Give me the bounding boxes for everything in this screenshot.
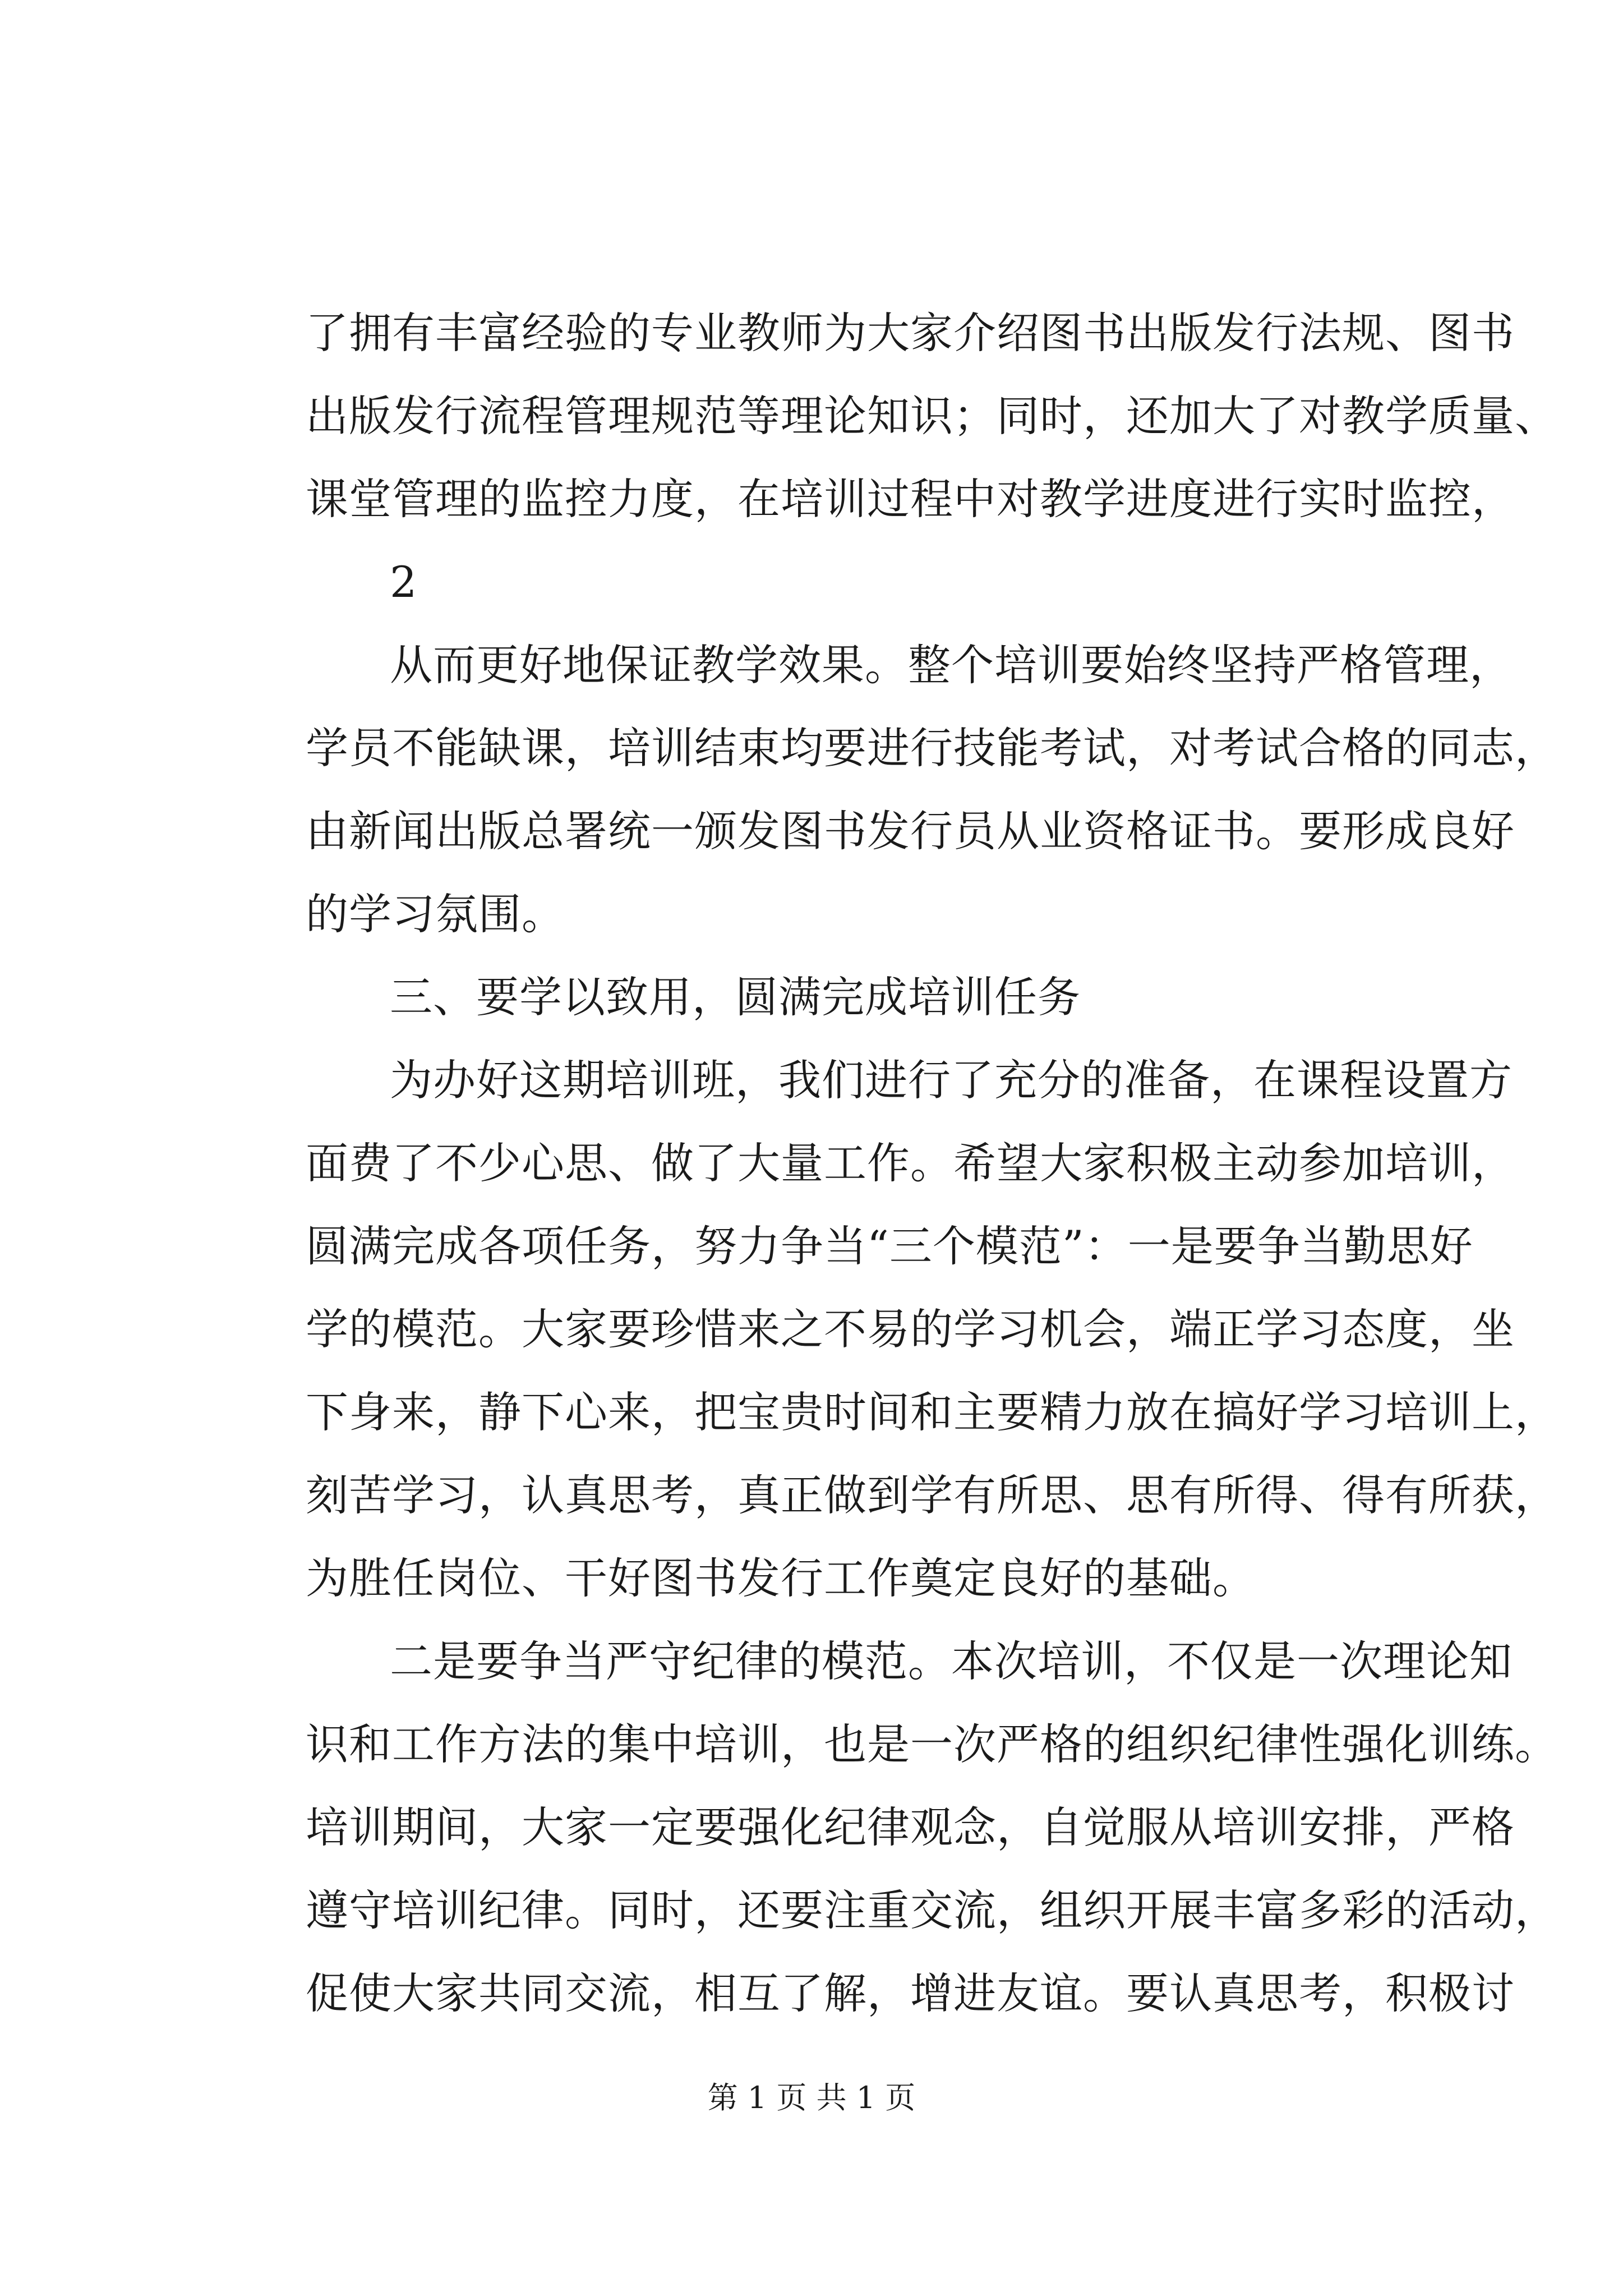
page-number-inline: 2 <box>390 557 418 607</box>
body-line: 学员不能缺课，培训结束均要进行技能考试，对考试合格的同志， <box>306 723 1558 773</box>
section-heading: 三、要学以致用，圆满完成培训任务 <box>390 972 1081 1022</box>
body-line: 圆满完成各项任务，努力争当“三个模范”：一是要争当勤思好 <box>306 1221 1473 1271</box>
body-line: 面费了不少心思、做了大量工作。希望大家积极主动参加培训， <box>306 1138 1515 1188</box>
body-line: 出版发行流程管理规范等理论知识；同时，还加大了对教学质量、 <box>306 391 1558 441</box>
body-line: 二是要争当严守纪律的模范。本次培训，不仅是一次理论知 <box>390 1636 1513 1686</box>
body-line: 从而更好地保证教学效果。整个培训要始终坚持严格管理， <box>390 640 1513 690</box>
body-line: 识和工作方法的集中培训，也是一次严格的组织纪律性强化训练。 <box>306 1719 1558 1769</box>
body-line: 培训期间，大家一定要强化纪律观念，自觉服从培训安排，严格 <box>306 1802 1515 1852</box>
body-line: 刻苦学习，认真思考，真正做到学有所思、思有所得、得有所获， <box>306 1470 1558 1520</box>
body-line: 由新闻出版总署统一颁发图书发行员从业资格证书。要形成良好 <box>306 806 1515 856</box>
body-line: 为办好这期培训班，我们进行了充分的准备，在课程设置方 <box>390 1055 1513 1105</box>
footer-page-label: 第 1 页 共 1 页 <box>707 2080 916 2115</box>
body-line: 遵守培训纪律。同时，还要注重交流，组织开展丰富多彩的活动， <box>306 1885 1558 1935</box>
body-line: 为胜任岗位、干好图书发行工作奠定良好的基础。 <box>306 1553 1256 1603</box>
page-footer <box>0 2078 1623 2118</box>
body-line: 了拥有丰富经验的专业教师为大家介绍图书出版发行法规、图书 <box>306 308 1515 358</box>
body-line: 的学习氛围。 <box>306 889 565 939</box>
body-line: 下身来，静下心来，把宝贵时间和主要精力放在搞好学习培训上， <box>306 1387 1558 1437</box>
body-line: 学的模范。大家要珍惜来之不易的学习机会，端正学习态度，坐 <box>306 1304 1515 1354</box>
document-body <box>306 292 1558 2035</box>
body-line: 促使大家共同交流，相互了解，增进友谊。要认真思考，积极讨 <box>306 1968 1515 2018</box>
body-line: 课堂管理的监控力度，在培训过程中对教学进度进行实时监控， <box>306 474 1515 524</box>
